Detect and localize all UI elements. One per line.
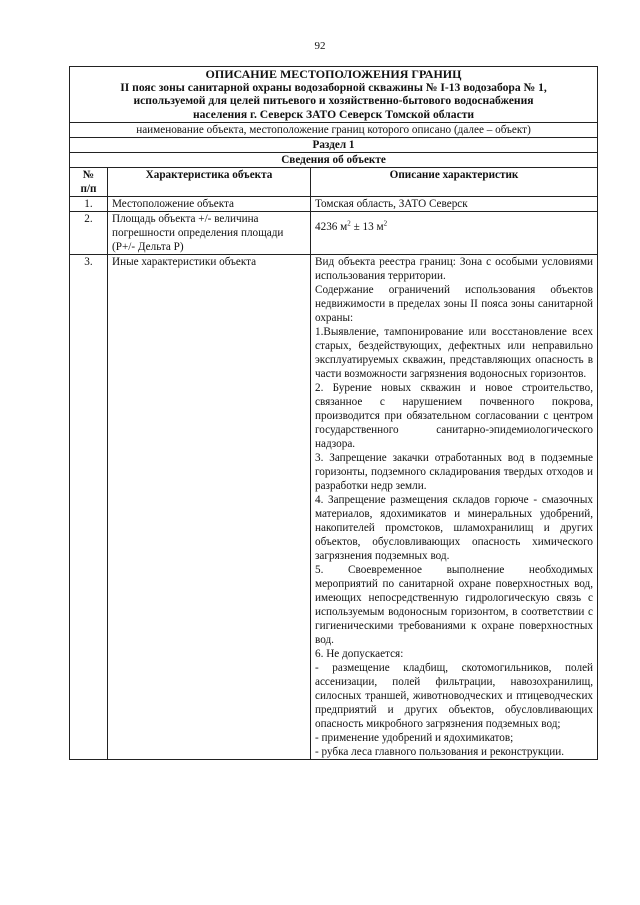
row-num: 1. — [70, 196, 108, 211]
area-unit-sup: 2 — [347, 219, 351, 228]
row-characteristic: Иные характеристики объекта — [108, 254, 311, 759]
description-paragraph: - применение удобрений и ядохимикатов; — [315, 731, 514, 744]
header-num — [70, 167, 108, 196]
description-paragraph: - размещение кладбищ, скотомогильников, полей ассенизации, полей фильтрации, навозохранилищ, силосных траншей, животноводческих и птицеводческих предприятий и других объектов, обусловливающих опасность микробного загрязнения подземных вод; — [315, 661, 594, 730]
row-area-value — [311, 211, 598, 254]
title-line-3: используемой для целей питьевого и хозяйственно-бытового водоснабжения — [133, 94, 534, 108]
header-description: Описание характеристик — [311, 167, 598, 196]
row-description: Томская область, ЗАТО Северск — [311, 196, 598, 211]
area-error: ± 13 м — [350, 220, 384, 233]
area-error-unit-sup: 2 — [383, 219, 388, 228]
section-title: Сведения об объекте — [70, 152, 598, 167]
description-paragraph: - рубка леса главного пользования и реконструкции. — [315, 745, 565, 758]
section-row — [70, 137, 598, 152]
row-num: 3. — [70, 254, 108, 759]
section-label: Раздел 1 — [70, 137, 598, 152]
title-line-2: II пояс зоны санитарной охраны водозаборной скважины № I-13 водозабора № 1, — [120, 81, 547, 95]
area-value: 4236 м — [315, 220, 348, 233]
document-subtitle: наименование объекта, местоположение границ которого описано (далее – объект) — [70, 122, 598, 137]
table-row — [70, 211, 598, 254]
title-line-4: населения г. Северск ЗАТО Северск Томской области — [192, 107, 475, 121]
header-num-line2: п/п — [80, 182, 97, 195]
boundary-description-table — [69, 66, 598, 760]
header-characteristic: Характеристика объекта — [108, 167, 311, 196]
document-title — [70, 67, 598, 123]
header-num-line1: № — [82, 168, 95, 181]
description-paragraph: Вид объекта реестра границ: Зона с особыми условиями использования территории. — [315, 255, 594, 282]
row-characteristic: Площадь объекта +/- величина погрешности определения площади (P+/- Дельта P) — [108, 211, 311, 254]
subtitle-row — [70, 122, 598, 137]
description-paragraph: 5. Своевременное выполнение необходимых мероприятий по санитарной охране поверхностных вод, имеющих непосредственную гидрологическую связь с используемым водоносным горизонтом, в соответствии с гигиеническими требованиями к охране поверхностных вод. — [315, 563, 594, 646]
row-num: 2. — [70, 211, 108, 254]
description-paragraph: 2. Бурение новых скважин и новое строительство, связанное с нарушением почвенного покрова, производится при обязательном согласовании с центром государственного санитарно-эпидемиологического надзора. — [315, 381, 594, 450]
row-characteristic: Местоположение объекта — [108, 196, 311, 211]
section-title-row — [70, 152, 598, 167]
title-row — [70, 67, 598, 123]
description-paragraph: 3. Запрещение закачки отработанных вод в подземные горизонты, подземного складирования твердых отходов и разработки недр земли. — [315, 451, 594, 492]
description-paragraph: Содержание ограничений использования объектов недвижимости в пределах зоны II пояса зоны санитарной охраны: — [315, 283, 594, 324]
page-number: 92 — [314, 40, 326, 52]
description-paragraph: 4. Запрещение размещения складов горюче - смазочных материалов, ядохимикатов и минеральных удобрений, накопителей промстоков, шламохранилищ и других объектов, обусловливающих опасность химического загрязнения подземных вод. — [315, 493, 594, 562]
row-description-list — [311, 254, 598, 759]
table-row — [70, 196, 598, 211]
header-row — [70, 167, 598, 196]
table-row — [70, 254, 598, 759]
description-paragraph: 6. Не допускается: — [315, 647, 404, 660]
title-line-1: ОПИСАНИЕ МЕСТОПОЛОЖЕНИЯ ГРАНИЦ — [205, 67, 462, 81]
description-paragraph: 1.Выявление, тампонирование или восстановление всех старых, бездействующих, дефектных или неправильно эксплуатируемых скважин, представляющих опасность в части возможности загрязнения водоносных горизонтов. — [315, 325, 594, 380]
